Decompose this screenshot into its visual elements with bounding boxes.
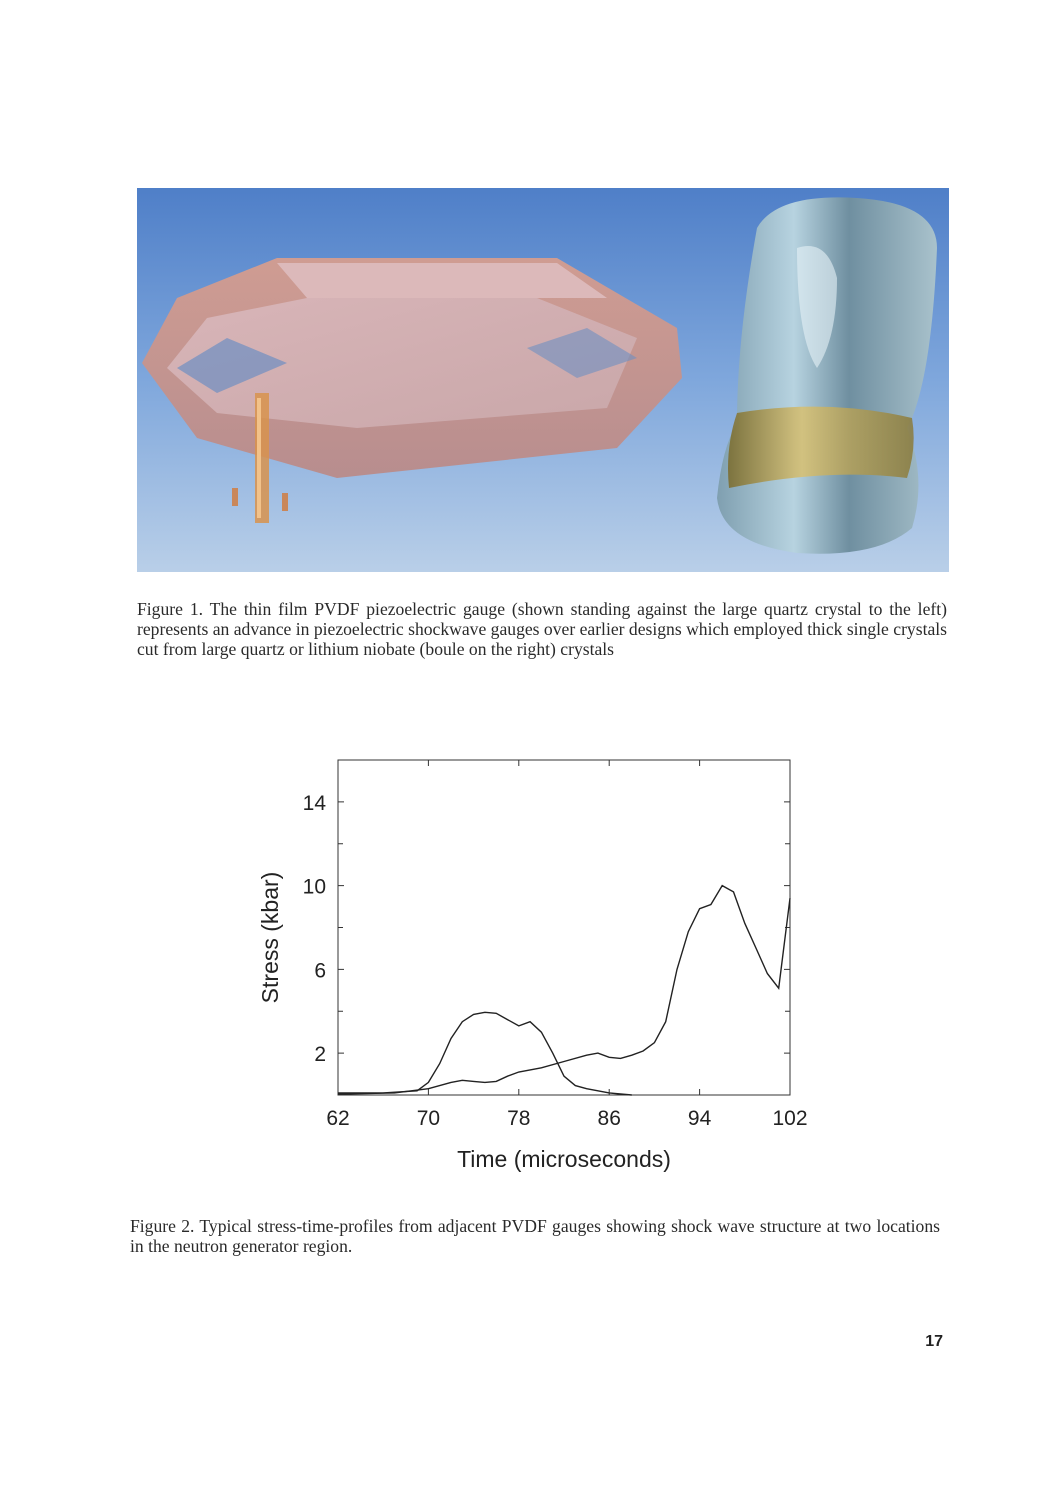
crystal-photo-illustration	[137, 188, 949, 572]
figure2-caption: Figure 2. Typical stress-time-profiles from adjacent PVDF gauges showing shock wave structure at two locations in the neutron generator region.	[130, 1216, 940, 1256]
y-tick-label: 2	[314, 1043, 326, 1067]
plot-frame	[338, 760, 790, 1095]
x-tick-label: 70	[416, 1107, 441, 1130]
stress-time-chart	[240, 740, 840, 1180]
figure1-caption: Figure 1. The thin film PVDF piezoelectric gauge (shown standing against the large quartz crystal to the left) represents an advance in piezoelectric shockwave gauges over earlier designs which employed thick single crystals cut from large quartz or lithium niobate (boule on the right) crystals	[137, 599, 947, 659]
y-axis-label: Stress (kbar)	[257, 871, 283, 1004]
x-axis-label: Time (microseconds)	[457, 1146, 671, 1172]
x-tick-label: 78	[507, 1107, 531, 1130]
x-tick-label: 102	[772, 1107, 808, 1130]
y-tick-label: 6	[314, 959, 326, 983]
y-tick-label: 14	[302, 791, 326, 815]
page-number: 17	[925, 1333, 943, 1350]
x-tick-label: 94	[687, 1107, 712, 1130]
x-tick-label: 62	[326, 1107, 350, 1130]
y-tick-label: 10	[302, 875, 326, 899]
series-line-2	[338, 886, 790, 1094]
figure1-photo	[137, 188, 949, 572]
figure2-chart	[240, 740, 840, 1180]
x-tick-label: 86	[597, 1107, 621, 1130]
